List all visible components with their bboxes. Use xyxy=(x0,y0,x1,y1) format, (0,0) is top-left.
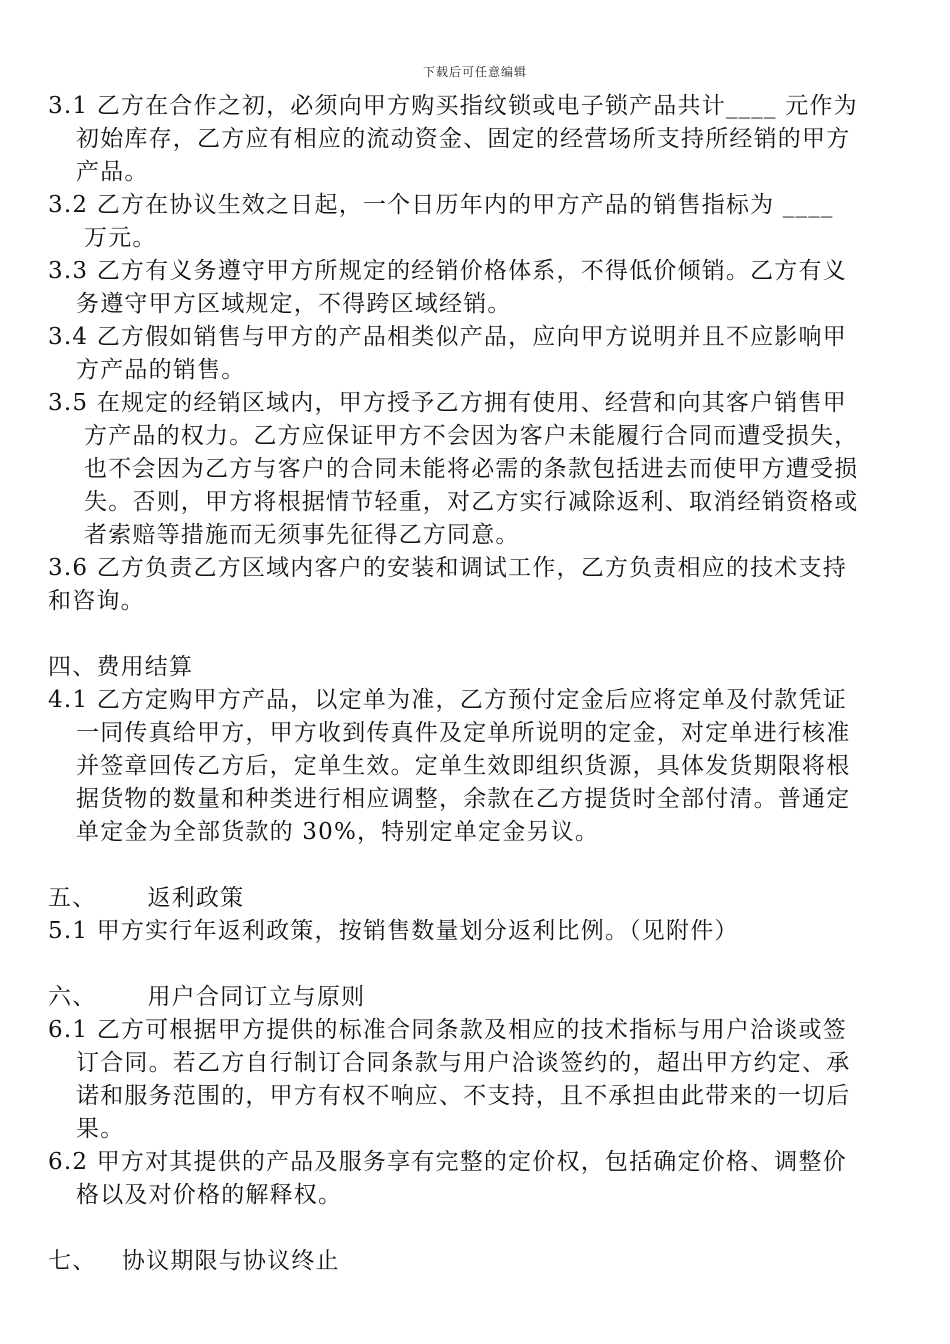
clause-6-1-line-1: 6.1 乙方可根据甲方提供的标准合同条款及相应的技术指标与用户洽谈或签 xyxy=(48,1017,847,1043)
clause-3-6-line-2: 和咨询。 xyxy=(48,588,145,614)
clause-6-1-line-2: 订合同。若乙方自行制订合同条款与用户洽谈签约的，超出甲方约定、承 xyxy=(76,1050,851,1076)
clause-3-5-line-5: 者索赔等措施而无须事先征得乙方同意。 xyxy=(84,522,520,548)
clause-6-2-line-1: 6.2 甲方对其提供的产品及服务享有完整的定价权，包括确定价格、调整价 xyxy=(48,1149,847,1175)
clause-3-1-line-1: 3.1 乙方在合作之初，必须向甲方购买指纹锁或电子锁产品共计____ 元作为 xyxy=(48,93,858,119)
section-heading-5: 五、 返利政策 xyxy=(48,885,245,911)
clause-3-5-line-1: 3.5 在规定的经销区域内，甲方授予乙方拥有使用、经营和向其客户销售甲 xyxy=(48,390,847,416)
clause-3-1-line-2: 初始库存，乙方应有相应的流动资金、固定的经营场所支持所经销的甲方 xyxy=(76,126,851,152)
clause-4-1-line-3: 并签章回传乙方后，定单生效。定单生效即组织货源，具体发货期限将根 xyxy=(76,753,851,779)
clause-3-1-line-3: 产品。 xyxy=(76,159,149,185)
clause-3-2-line-2: 万元。 xyxy=(84,225,157,251)
clause-5-1-line-1: 5.1 甲方实行年返利政策，按销售数量划分返利比例。（见附件） xyxy=(48,918,739,944)
download-edit-note: 下载后可任意编辑 xyxy=(422,65,527,79)
clause-3-6-line-1: 3.6 乙方负责乙方区域内客户的安装和调试工作，乙方负责相应的技术支持 xyxy=(48,555,847,581)
clause-3-5-line-4: 失。否则，甲方将根据情节轻重，对乙方实行减除返利、取消经销资格或 xyxy=(84,489,859,515)
section-heading-6: 六、 用户合同订立与原则 xyxy=(48,984,366,1010)
clause-4-1-line-5: 单定金为全部货款的 30%，特别定单定金另议。 xyxy=(76,819,600,845)
section-heading-4: 四、费用结算 xyxy=(48,654,194,680)
clause-4-1-line-1: 4.1 乙方定购甲方产品，以定单为准，乙方预付定金后应将定单及付款凭证 xyxy=(48,687,847,713)
clause-6-1-line-3: 诺和服务范围的，甲方有权不响应、不支持，且不承担由此带来的一切后 xyxy=(76,1083,851,1109)
clause-6-1-line-4: 果。 xyxy=(76,1116,125,1142)
clause-3-3-line-1: 3.3 乙方有义务遵守甲方所规定的经销价格体系，不得低价倾销。乙方有义 xyxy=(48,258,847,284)
clause-4-1-line-4: 据货物的数量和种类进行相应调整，余款在乙方提货时全部付清。普通定 xyxy=(76,786,851,812)
clause-3-3-line-2: 务遵守甲方区域规定，不得跨区域经销。 xyxy=(76,291,512,317)
clause-3-5-line-3: 也不会因为乙方与客户的合同未能将必需的条款包括进去而使甲方遭受损 xyxy=(84,456,859,482)
clause-6-2-line-2: 格以及对价格的解释权。 xyxy=(76,1182,343,1208)
section-heading-7: 七、 协议期限与协议终止 xyxy=(48,1248,340,1274)
clause-3-4-line-1: 3.4 乙方假如销售与甲方的产品相类似产品，应向甲方说明并且不应影响甲 xyxy=(48,324,847,350)
clause-3-2-line-1: 3.2 乙方在协议生效之日起，一个日历年内的甲方产品的销售指标为 ____ xyxy=(48,192,834,218)
clause-4-1-line-2: 一同传真给甲方，甲方收到传真件及定单所说明的定金，对定单进行核准 xyxy=(76,720,851,746)
clause-3-4-line-2: 方产品的销售。 xyxy=(76,357,246,383)
clause-3-5-line-2: 方产品的权力。乙方应保证甲方不会因为客户未能履行合同而遭受损失， xyxy=(84,423,859,449)
